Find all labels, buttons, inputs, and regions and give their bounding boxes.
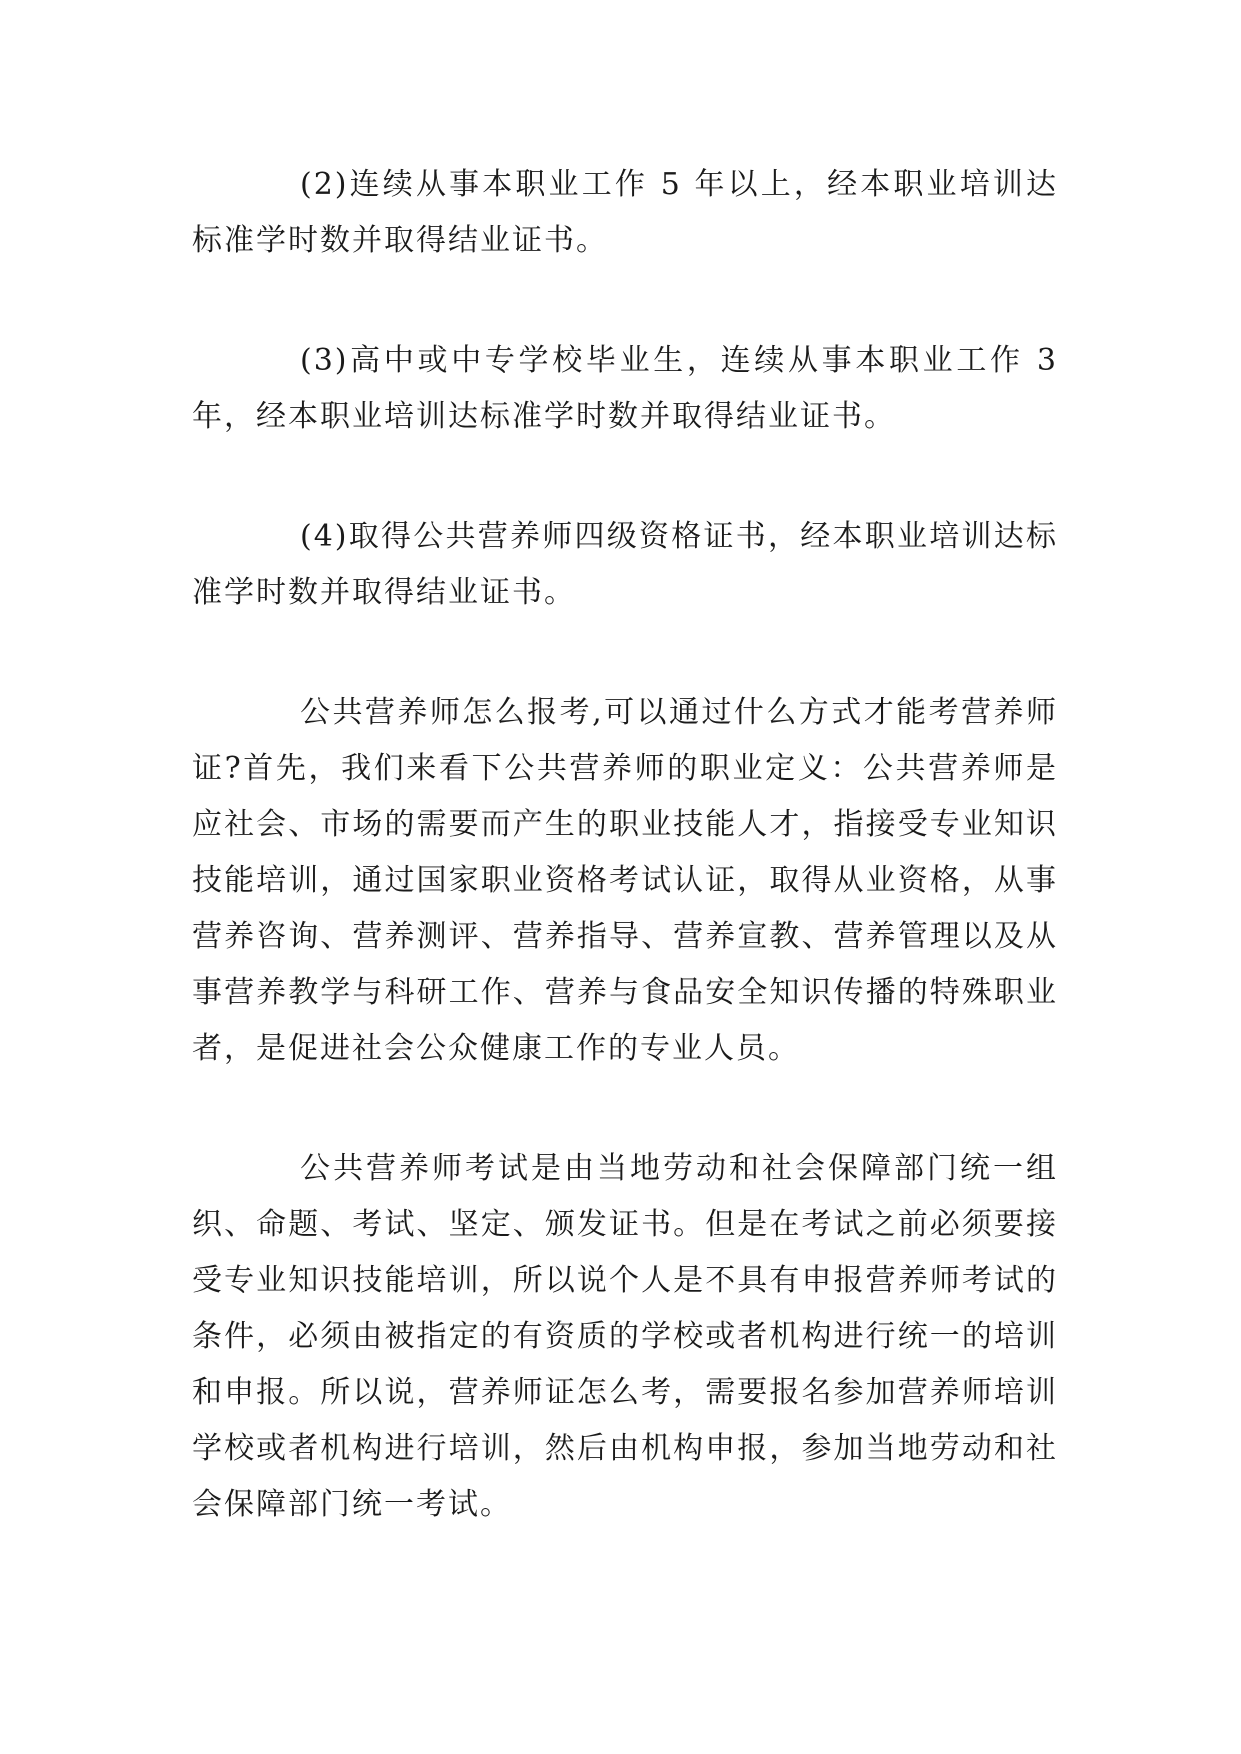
paragraph-exam-process: 公共营养师考试是由当地劳动和社会保障部门统一组织、命题、考试、坚定、颁发证书。但是在考试之前必须要接受专业知识技能培训，所以说个人是不具有申报营养师考试的条件，必须由被指定的有资质的学校或者机构进行统一的培训和申报。所以说，营养师证怎么考，需要报名参加营养师培训学校或者机构进行培训，然后由机构申报，参加当地劳动和社会保障部门统一考试。 [192, 1151, 1058, 1522]
document-body [192, 157, 1058, 1533]
paragraph-condition-2: (2)连续从事本职业工作 5 年以上，经本职业培训达标准学时数并取得结业证书。 [192, 167, 1058, 258]
paragraph-condition-3: (3)高中或中专学校毕业生，连续从事本职业工作 3 年，经本职业培训达标准学时数并取得结业证书。 [192, 343, 1058, 434]
paragraph-nutritionist-definition: 公共营养师怎么报考,可以通过什么方式才能考营养师证?首先，我们来看下公共营养师的职业定义：公共营养师是应社会、市场的需要而产生的职业技能人才，指接受专业知识技能培训，通过国家职业资格考试认证，取得从业资格，从事营养咨询、营养测评、营养指导、营养宣教、营养管理以及从事营养教学与科研工作、营养与食品安全知识传播的特殊职业者，是促进社会公众健康工作的专业人员。 [192, 695, 1058, 1066]
paragraph-condition-4: (4)取得公共营养师四级资格证书，经本职业培训达标准学时数并取得结业证书。 [192, 519, 1058, 610]
